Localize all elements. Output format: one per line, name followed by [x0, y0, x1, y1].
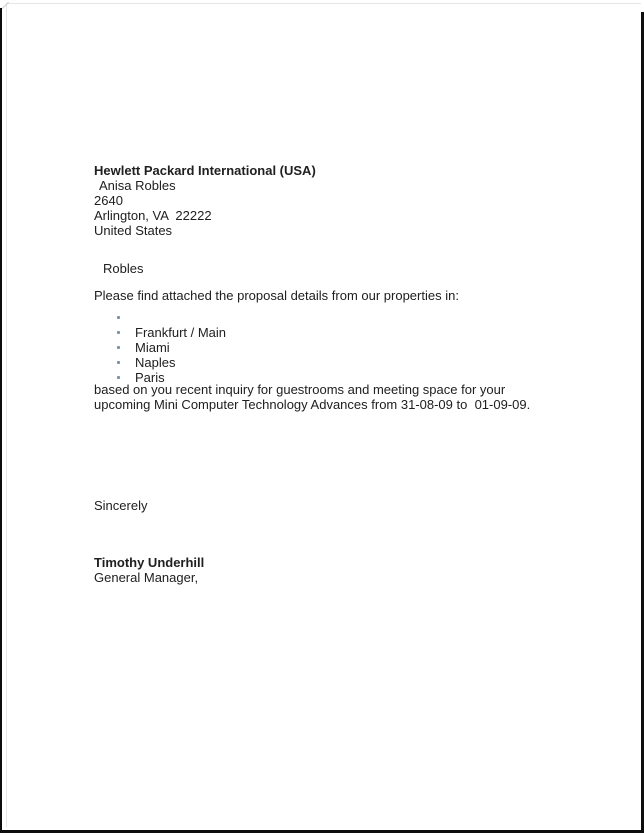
- list-item: [0, 310, 226, 325]
- salutation: Robles: [103, 261, 144, 276]
- bullet-icon: [117, 346, 120, 349]
- list-item-label: Naples: [135, 355, 176, 370]
- properties-list: [0, 310, 226, 385]
- company-name: Hewlett Packard International (USA): [94, 163, 316, 178]
- page-inner-border-top: [6, 3, 641, 4]
- closing-line: Sincerely: [94, 498, 148, 513]
- recipient-address-block: [94, 163, 316, 238]
- page-inner-border-left: [6, 3, 7, 827]
- contact-name: Anisa Robles: [99, 178, 176, 193]
- body-paragraph: [94, 382, 530, 412]
- signature-name: Timothy Underhill: [94, 555, 205, 570]
- signature-title: General Manager,: [94, 570, 199, 585]
- country-line: United States: [94, 223, 173, 238]
- street-line: 2640: [94, 193, 123, 208]
- list-item-label: Frankfurt / Main: [135, 325, 227, 340]
- signature-block: [94, 555, 204, 585]
- body-line-2: upcoming Mini Computer Technology Advances from 31-08-09 to 01-09-09.: [94, 397, 531, 412]
- city-state-zip-line: Arlington, VA 22222: [94, 208, 212, 223]
- bullet-icon: [117, 331, 120, 334]
- bullet-icon: [117, 376, 120, 379]
- list-item: [0, 355, 226, 370]
- list-item-label: Miami: [135, 340, 170, 355]
- list-item-label: Paris: [135, 370, 165, 385]
- bullet-icon: [117, 316, 120, 319]
- body-line-1: based on you recent inquiry for guestrooms and meeting space for your: [94, 382, 506, 397]
- intro-line: Please find attached the proposal details from our properties in:: [94, 288, 459, 303]
- list-item: [0, 340, 226, 355]
- scan-artifact: [2, 2, 9, 9]
- list-item: [0, 325, 226, 340]
- bullet-icon: [117, 361, 120, 364]
- page-border-left: [0, 8, 2, 833]
